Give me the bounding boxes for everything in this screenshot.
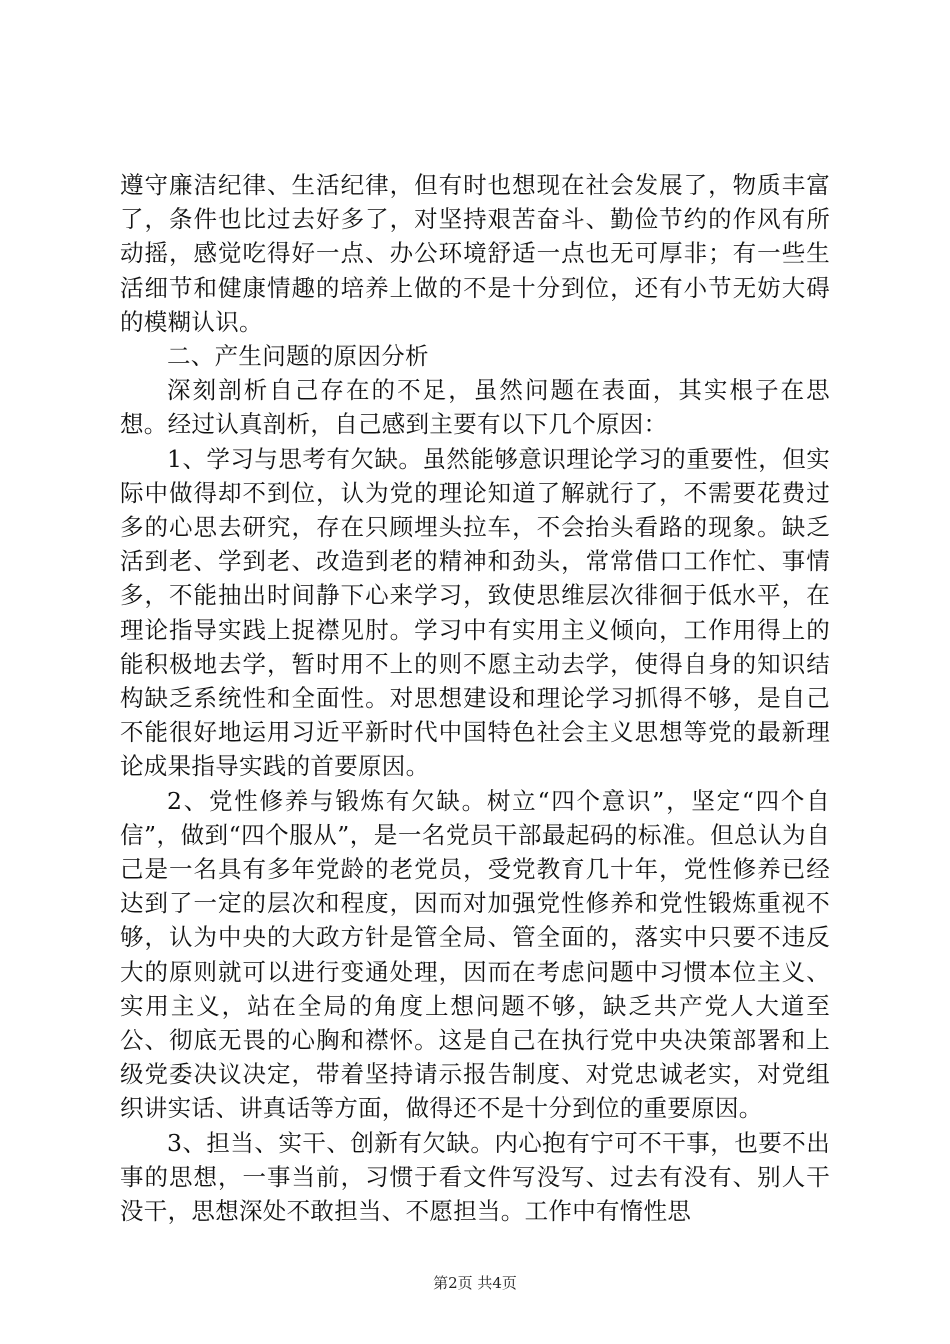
paragraph-point-2: 2、党性修养与锻炼有欠缺。树立“四个意识”，坚定“四个自信”，做到“四个服从”，是一名党员干部最起码的标准。但总认为自己是一名具有多年党龄的老党员，受党教育几十年，党性修养已经达到了一定的层次和程度，因而对加强党性修养和党性锻炼重视不够，认为中央的大政方针是管全局、管全面的，落实中只要不违反大的原则就可以进行变通处理，因而在考虑问题中习惯本位主义、实用主义，站在全局的角度上想问题不够，缺乏共产党人大道至公、彻底无畏的心胸和襟怀。这是自己在执行党中央决策部署和上级党委决议决定，带着坚持请示报告制度、对党忠诚老实，对党组织讲实话、讲真话等方面，做得还不是十分到位的重要原因。 xyxy=(120,786,830,1123)
page-footer xyxy=(0,1272,950,1293)
document-body xyxy=(120,168,830,1228)
section-heading: 二、产生问题的原因分析 xyxy=(167,342,429,371)
paragraph-point-3: 3、担当、实干、创新有欠缺。内心抱有宁可不干事，也要不出事的思想，一事当前，习惯于看文件写没写、过去有没有、别人干没干，思想深处不敢担当、不愿担当。工作中有惰性思 xyxy=(120,1128,830,1226)
paragraph-continuation: 遵守廉洁纪律、生活纪律，但有时也想现在社会发展了，物质丰富了，条件也比过去好多了，对坚持艰苦奋斗、勤俭节约的作风有所动摇，感觉吃得好一点、办公环境舒适一点也无可厚非；有一些生活细节和健康情趣的培养上做的不是十分到位，还有小节无妨大碍的模糊认识。 xyxy=(120,171,830,336)
page-number: 第2页 共4页 xyxy=(433,1274,517,1292)
paragraph-point-1: 1、学习与思考有欠缺。虽然能够意识理论学习的重要性，但实际中做得却不到位，认为党的理论知道了解就行了，不需要花费过多的心思去研究，存在只顾埋头拉车，不会抬头看路的现象。缺乏活到老、学到老、改造到老的精神和劲头，常常借口工作忙、事情多，不能抽出时间静下心来学习，致使思维层次徘徊于低水平，在理论指导实践上捉襟见肘。学习中有实用主义倾向，工作用得上的能积极地去学，暂时用不上的则不愿主动去学，使得自身的知识结构缺乏系统性和全面性。对思想建设和理论学习抓得不够，是自己不能很好地运用习近平新时代中国特色社会主义思想等党的最新理论成果指导实践的首要原因。 xyxy=(120,444,830,781)
paragraph-intro: 深刻剖析自己存在的不足，虽然问题在表面，其实根子在思想。经过认真剖析，自己感到主要有以下几个原因： xyxy=(120,376,830,439)
